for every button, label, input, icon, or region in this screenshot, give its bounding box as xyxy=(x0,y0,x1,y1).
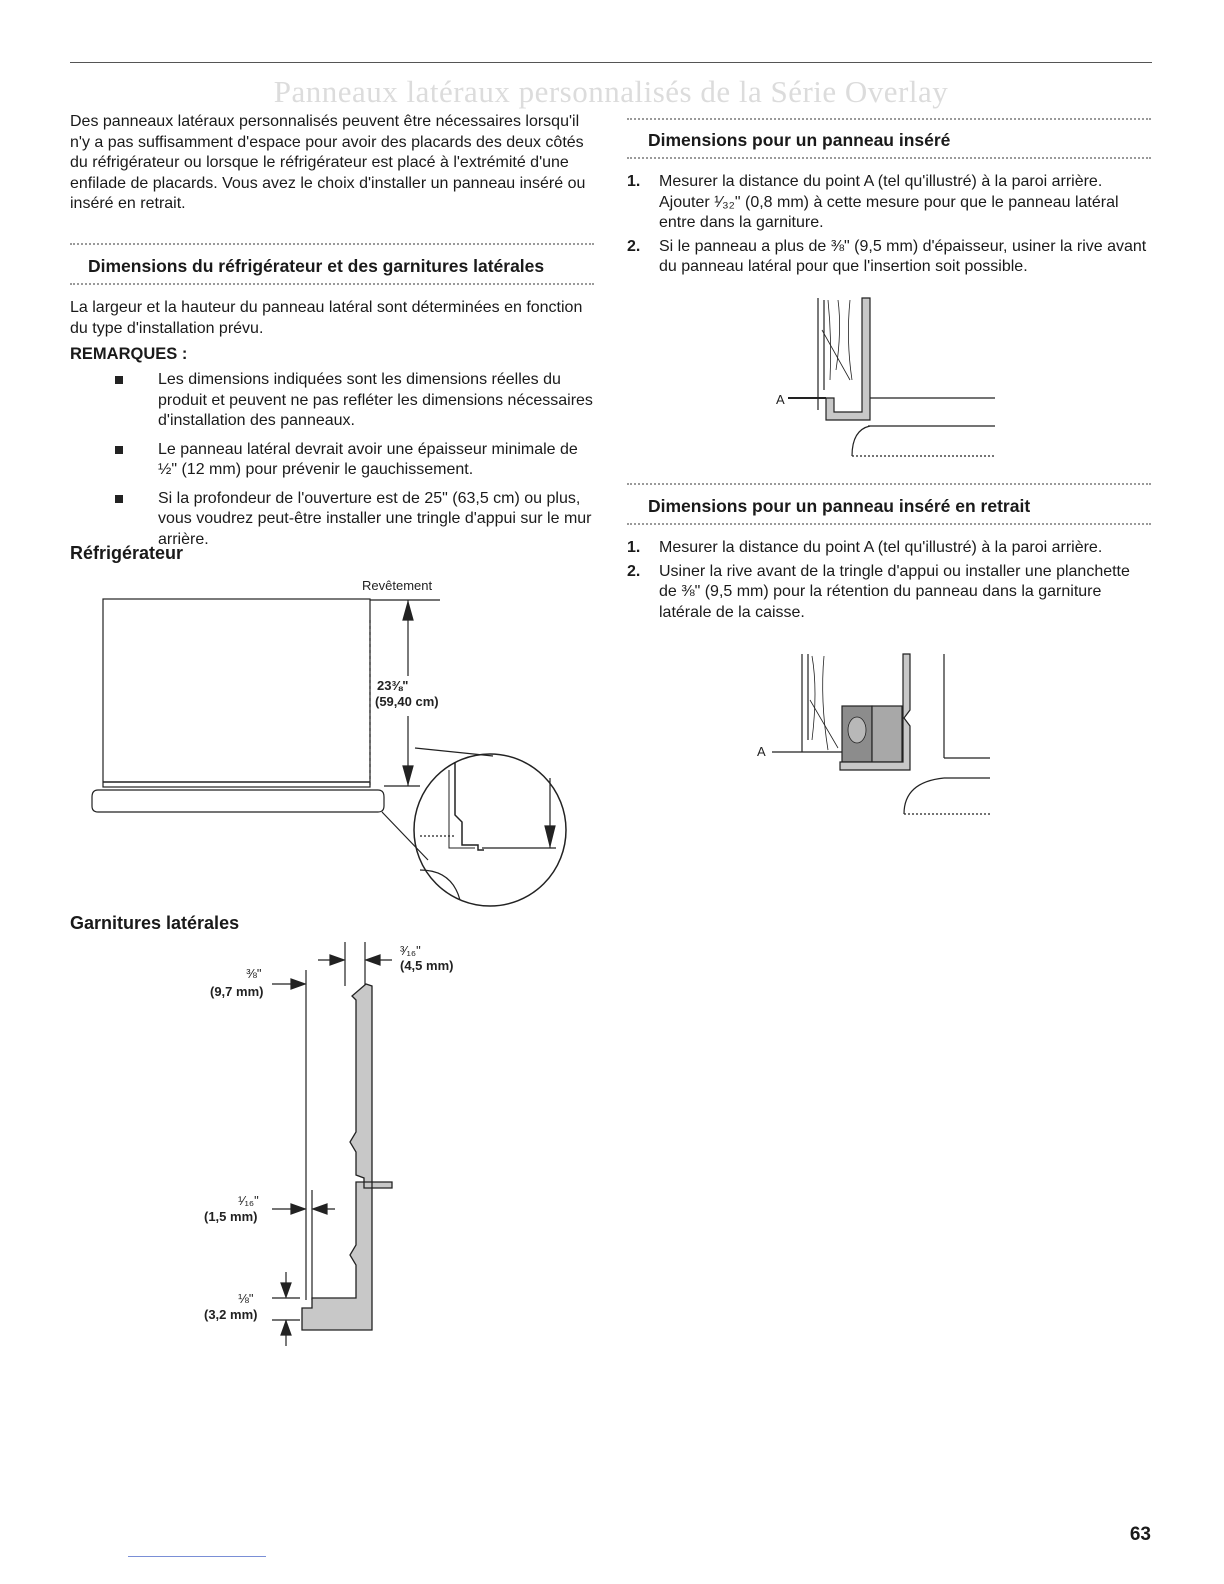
cladding-label: Revêtement xyxy=(362,578,433,593)
page-title: Panneaux latéraux personnalisés de la Série Overlay xyxy=(273,74,949,109)
footer-rule xyxy=(128,1556,266,1557)
inset-point-label: A xyxy=(776,392,785,407)
note-item: Les dimensions indiquées sont les dimensions réelles du produit et peuvent ne pas refléter les dimensions nécessaires d'installation des panneaux. xyxy=(100,370,600,432)
trim-dim-bottom-mm: (3,2 mm) xyxy=(204,1307,258,1322)
dimensions-heading: Dimensions du réfrigérateur et des garnitures latérales xyxy=(88,256,545,276)
trim-dim-mid-mm: (1,5 mm) xyxy=(204,1209,258,1224)
note-item: Si la profondeur de l'ouverture est de 25" (63,5 cm) ou plus, vous voudrez peut-être installer une tringle d'appui sur le mur arrière. xyxy=(100,489,600,551)
step-item: 2. Usiner la rive avant de la tringle d'appui ou installer une planchette de ⅜" (9,5 mm) pour la rétention du panneau dans la garniture latérale de la caisse. xyxy=(627,562,1130,621)
recessed-point-label: A xyxy=(757,744,766,759)
recessed-heading: Dimensions pour un panneau inséré en retrait xyxy=(648,496,1031,516)
intro-paragraph: Des panneaux latéraux personnalisés peuvent être nécessaires lorsqu'il n'y a pas suffisamment d'espace pour avoir des placards des deux côtés du réfrigérateur ou lorsque le réfrigérateur est placé à l'extrémité d'une enfilade de placards. Vous avez le choix d'installer un panneau inséré ou inséré en retrait. xyxy=(70,113,586,212)
trim-dim-top-right-mm: (4,5 mm) xyxy=(400,958,454,973)
trim-heading: Garnitures latérales xyxy=(70,913,240,933)
step-item: 2. Si le panneau a plus de ⅜" (9,5 mm) d'épaisseur, usiner la rive avant du panneau latéral pour que l'insertion soit possible. xyxy=(627,237,1147,275)
note-item: Le panneau latéral devrait avoir une épaisseur minimale de ½" (12 mm) pour prévenir le gauchissement. xyxy=(100,440,600,481)
step-item: 1. Mesurer la distance du point A (tel qu'illustré) à la paroi arrière. xyxy=(627,539,1103,556)
notes-label: REMARQUES : xyxy=(70,345,188,363)
mounting-block xyxy=(872,706,902,762)
trim-dim-bottom-in: ⅛" xyxy=(238,1291,254,1306)
step-item: 1. Mesurer la distance du point A (tel qu'illustré) à la paroi arrière. Ajouter ¹⁄₃₂" (0,8 mm) à cette mesure pour que le panneau latéral entre dans la garniture. xyxy=(627,173,1119,231)
trim-dim-top-left-in: ⅜" xyxy=(246,966,262,981)
page-number: 63 xyxy=(1129,1524,1151,1545)
fridge-dim-in: 23⅜" xyxy=(377,678,409,693)
trim-dim-top-right-in: ³⁄₁₆" xyxy=(400,943,421,958)
trim-dim-top-left-mm: (9,7 mm) xyxy=(210,984,264,999)
inset-heading: Dimensions pour un panneau inséré xyxy=(648,130,951,150)
refrigerator-heading: Réfrigérateur xyxy=(70,543,184,563)
trim-dim-mid-in: ¹⁄₁₆" xyxy=(238,1193,259,1208)
fridge-dim-cm: (59,40 cm) xyxy=(375,694,439,709)
dimensions-intro: La largeur et la hauteur du panneau latéral sont déterminées en fonction du type d'installation prévu. xyxy=(70,299,583,337)
